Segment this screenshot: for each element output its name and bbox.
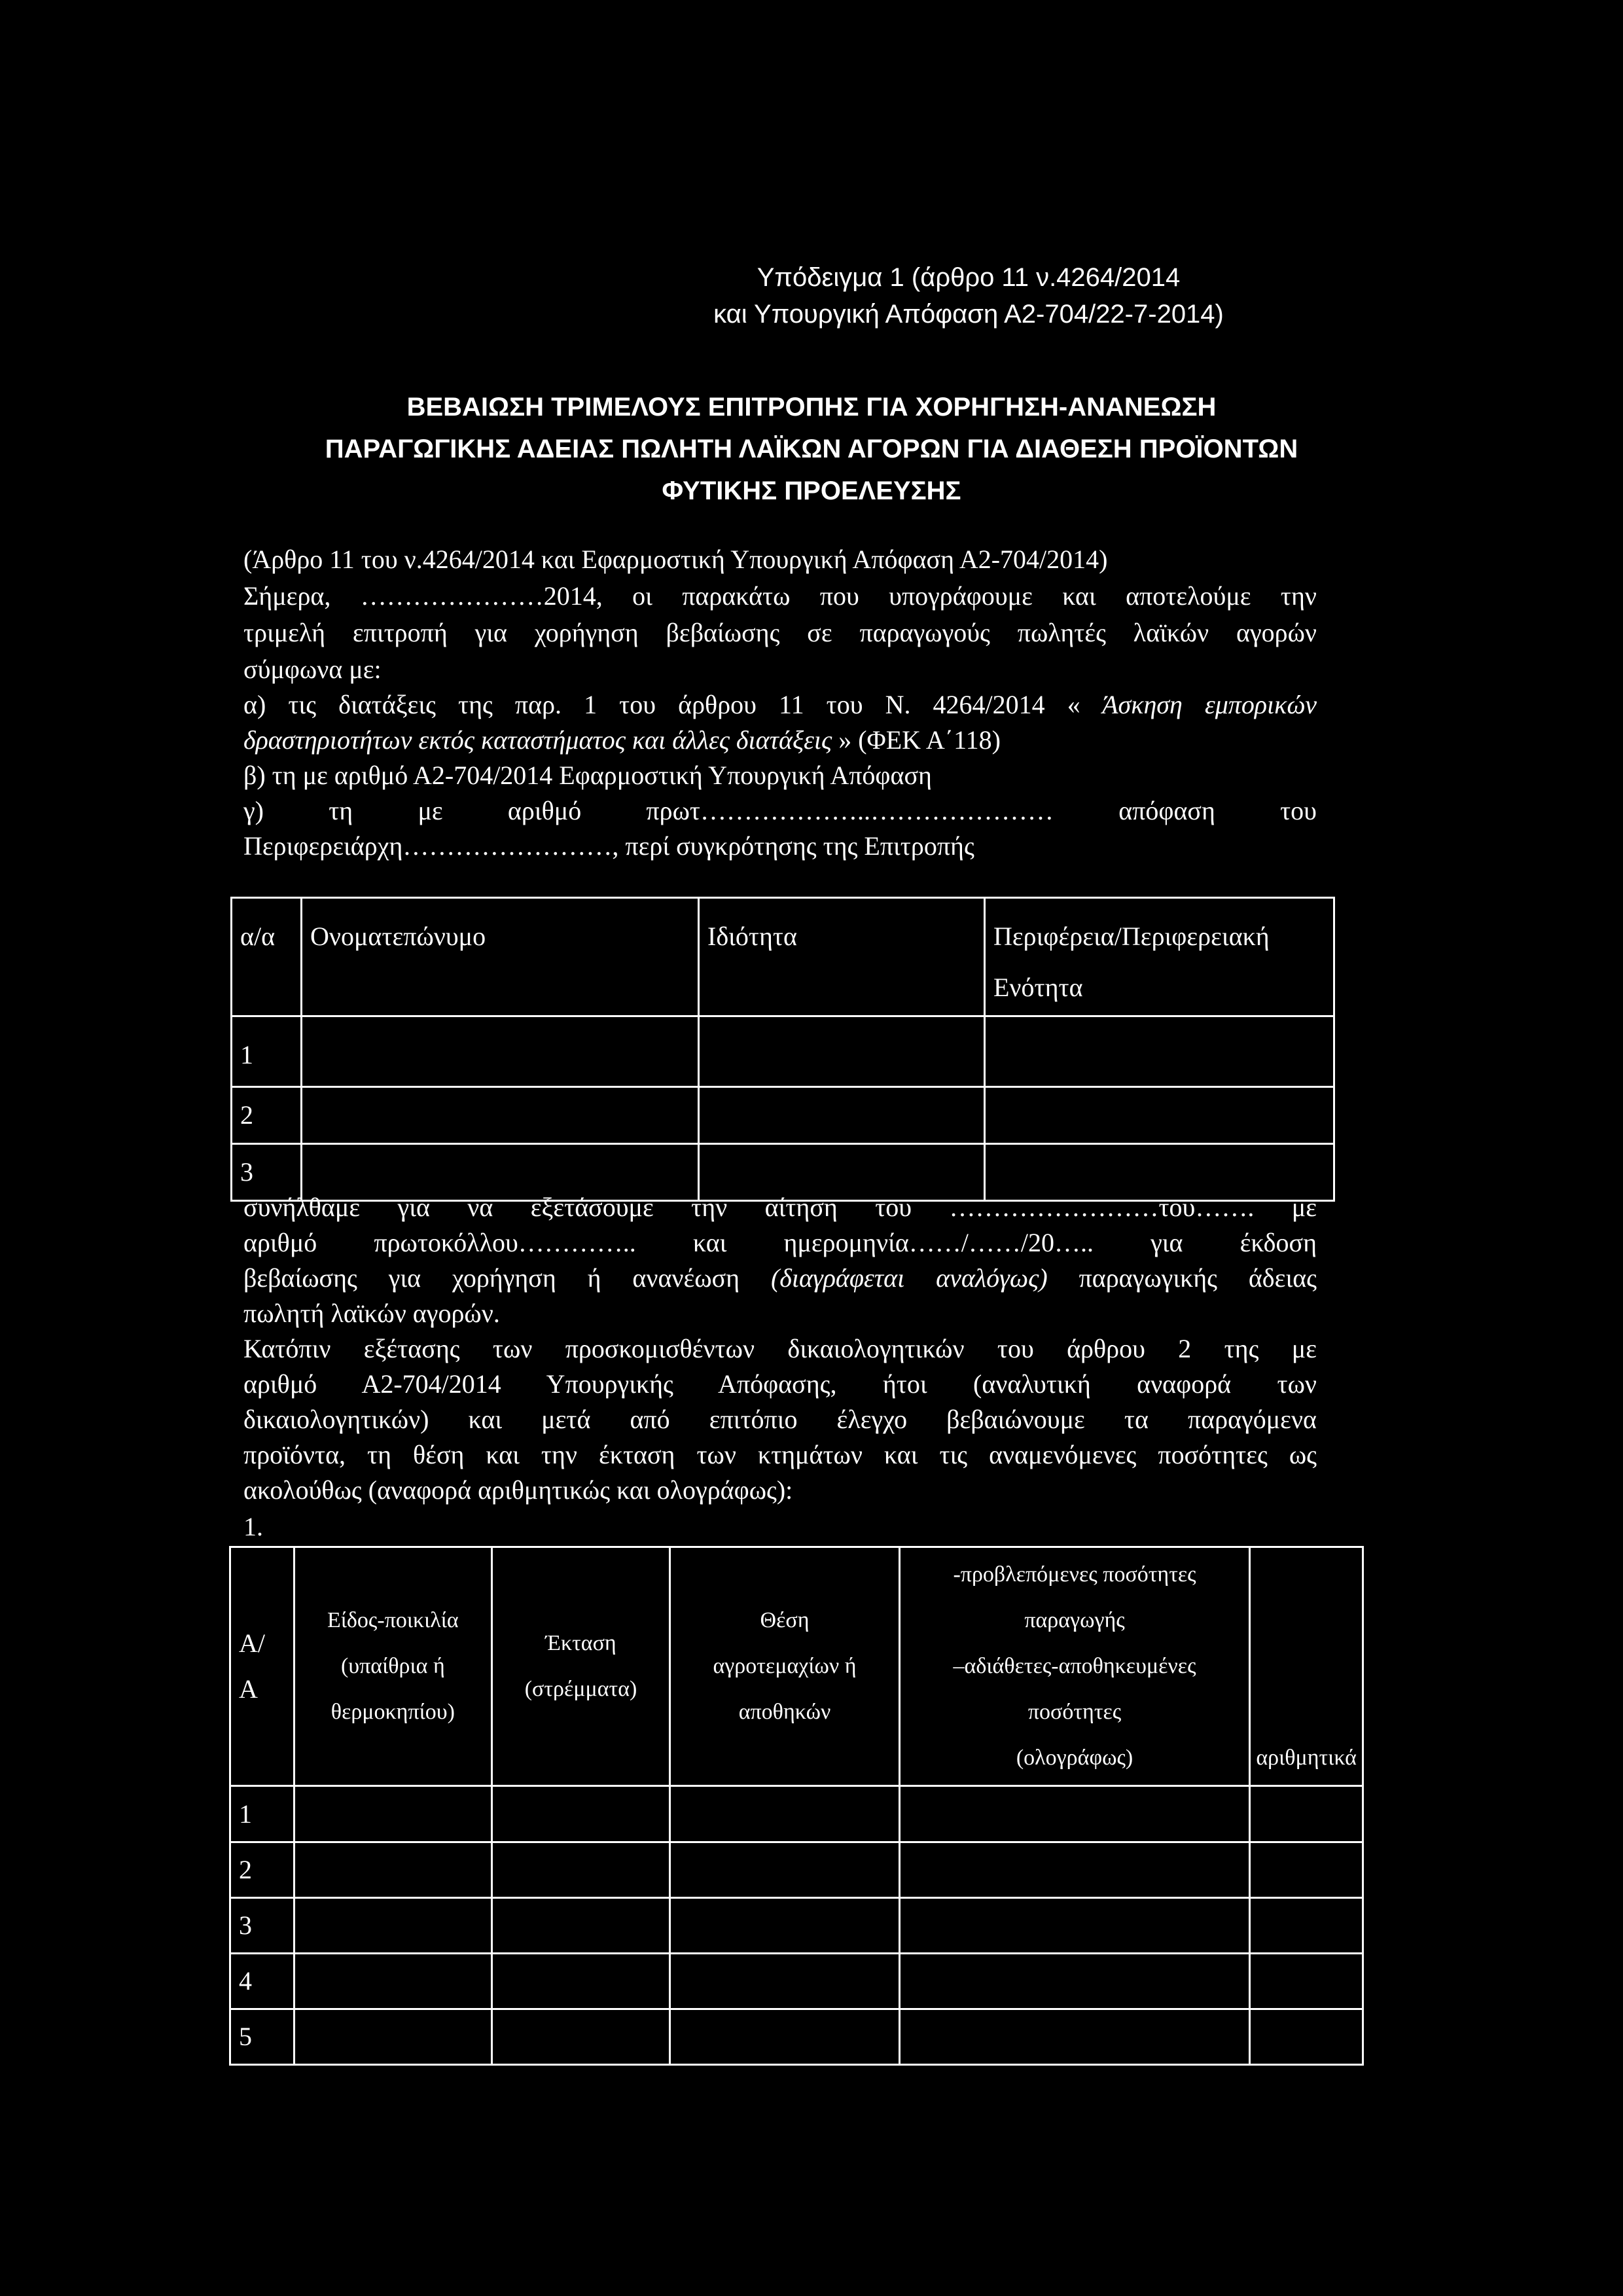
findings-line2: αριθμό Α2-704/2014 Υπουργικής Απόφασης, ήτοι (αναλυτική αναφορά των bbox=[243, 1369, 1317, 1399]
clause-c-line1: γ) τη με αριθμό πρωτ………………..………………… απόφαση του bbox=[243, 796, 1317, 825]
row-number: 3 bbox=[232, 1144, 302, 1201]
document-title-line3: ΦΥΤΙΚΗΣ ΠΡΟΕΛΕΥΣΗΣ bbox=[662, 476, 961, 505]
table-row bbox=[230, 1898, 1363, 1954]
col-header-region: Περιφέρεια/Περιφερειακή Ενότητα bbox=[985, 898, 1334, 1016]
quantity-number-cell[interactable] bbox=[1250, 1786, 1363, 1842]
capacity-cell[interactable] bbox=[699, 1016, 985, 1087]
row-number: 2 bbox=[232, 1087, 302, 1144]
meeting-line4: πωλητή λαϊκών αγορών. bbox=[243, 1299, 500, 1328]
table-row bbox=[232, 1016, 1334, 1087]
quantity-number-cell[interactable] bbox=[1250, 1954, 1363, 2009]
row-number: 5 bbox=[230, 2009, 294, 2065]
col-header-location: Θέση αγροτεμαχίων ή αποθηκών bbox=[670, 1547, 900, 1786]
committee-table bbox=[230, 897, 1335, 1202]
name-cell[interactable] bbox=[302, 1087, 699, 1144]
table-row bbox=[232, 1087, 1334, 1144]
clause-a-line2: δραστηριοτήτων εκτός καταστήματος και άλλες διατάξεις » (ΦΕΚ Α΄118) bbox=[243, 725, 1001, 755]
document-title-line2: ΠΑΡΑΓΩΓΙΚΗΣ ΑΔΕΙΑΣ ΠΩΛΗΤΗ ΛΑΪΚΩΝ ΑΓΟΡΩΝ ΓΙΑ ΔΙΑΘΕΣΗ ΠΡΟΪΟΝΤΩΝ bbox=[325, 435, 1298, 463]
location-cell[interactable] bbox=[670, 1954, 900, 2009]
area-cell[interactable] bbox=[491, 1842, 669, 1898]
quantity-words-cell[interactable] bbox=[899, 1842, 1250, 1898]
kind-cell[interactable] bbox=[294, 1786, 491, 1842]
kind-cell[interactable] bbox=[294, 1842, 491, 1898]
kind-cell[interactable] bbox=[294, 1954, 491, 2009]
quantity-number-cell[interactable] bbox=[1250, 1842, 1363, 1898]
products-table bbox=[229, 1546, 1364, 2066]
area-cell[interactable] bbox=[491, 1954, 669, 2009]
quantity-number-cell[interactable] bbox=[1250, 1898, 1363, 1954]
table-row bbox=[230, 1786, 1363, 1842]
meeting-line2: αριθμό πρωτοκόλλου………….. και ημερομηνία……/……/20….. για έκδοση bbox=[243, 1228, 1317, 1257]
quantity-words-cell[interactable] bbox=[899, 2009, 1250, 2065]
findings-line5: ακολούθως (αναφορά αριθμητικώς και ολογράφως): bbox=[243, 1475, 793, 1505]
table-row bbox=[230, 1954, 1363, 2009]
quantity-words-cell[interactable] bbox=[899, 1786, 1250, 1842]
region-cell[interactable] bbox=[985, 1087, 1334, 1144]
region-cell[interactable] bbox=[985, 1016, 1334, 1087]
table-row bbox=[230, 1842, 1363, 1898]
row-number: 4 bbox=[230, 1954, 294, 2009]
clause-b: β) τη με αριθμό Α2-704/2014 Εφαρμοστική Υπουργική Απόφαση bbox=[243, 761, 932, 790]
intro-line2: τριμελή επιτροπή για χορήγηση βεβαίωσης σε παραγωγούς πωλητές λαϊκών αγορών bbox=[243, 618, 1317, 647]
template-reference-line1: Υπόδειγμα 1 (άρθρο 11 ν.4264/2014 bbox=[757, 263, 1181, 292]
row-number: 3 bbox=[230, 1898, 294, 1954]
col-header-quantities: -προβλεπόμενες ποσότητες παραγωγής –αδιάθετες-αποθηκευμένες ποσότητες (ολογράφως) bbox=[899, 1547, 1250, 1786]
col-header-area: Έκταση (στρέμματα) bbox=[491, 1547, 669, 1786]
quantity-number-cell[interactable] bbox=[1250, 2009, 1363, 2065]
quantity-words-cell[interactable] bbox=[899, 1898, 1250, 1954]
col-header-aa: α/α bbox=[232, 898, 302, 1016]
col-header-aa: Α/ Α bbox=[230, 1547, 294, 1786]
capacity-cell[interactable] bbox=[699, 1087, 985, 1144]
col-header-capacity: Ιδιότητα bbox=[699, 898, 985, 1016]
name-cell[interactable] bbox=[302, 1016, 699, 1087]
document-title-line1: ΒΕΒΑΙΩΣΗ ΤΡΙΜΕΛΟΥΣ ΕΠΙΤΡΟΠΗΣ ΓΙΑ ΧΟΡΗΓΗΣΗ-ΑΝΑΝΕΩΣΗ bbox=[406, 393, 1217, 422]
kind-cell[interactable] bbox=[294, 1898, 491, 1954]
template-reference bbox=[157, 259, 1623, 332]
area-cell[interactable] bbox=[491, 1786, 669, 1842]
document-title bbox=[0, 386, 1623, 512]
row-number: 1 bbox=[230, 1786, 294, 1842]
findings-line3: δικαιολογητικών) και μετά από επιτόπιο έλεγχο βεβαιώνουμε τα παραγόμενα bbox=[243, 1405, 1317, 1434]
location-cell[interactable] bbox=[670, 1786, 900, 1842]
row-number: 1 bbox=[232, 1016, 302, 1087]
meeting-line3: βεβαίωσης για χορήγηση ή ανανέωση (διαγράφεται αναλόγως) παραγωγικής άδειας bbox=[243, 1263, 1317, 1293]
template-reference-line2: και Υπουργική Απόφαση Α2-704/22-7-2014) bbox=[713, 300, 1224, 329]
clause-c-line2: Περιφερειάρχη……………………, περί συγκρότησης της Επιτροπής bbox=[243, 831, 974, 861]
row-number: 2 bbox=[230, 1842, 294, 1898]
findings-line4: προϊόντα, τη θέση και την έκταση των κτημάτων και τις αναμενόμενες ποσότητες ως bbox=[243, 1440, 1317, 1469]
col-header-name: Ονοματεπώνυμο bbox=[302, 898, 699, 1016]
item-number: 1. bbox=[243, 1512, 263, 1541]
committee-header-row bbox=[232, 898, 1334, 1016]
area-cell[interactable] bbox=[491, 2009, 669, 2065]
intro-line1: Σήμερα, …………………2014, οι παρακάτω που υπογράφουμε και αποτελούμε την bbox=[243, 581, 1317, 611]
table-row bbox=[230, 2009, 1363, 2065]
kind-cell[interactable] bbox=[294, 2009, 491, 2065]
findings-line1: Κατόπιν εξέτασης των προσκομισθέντων δικαιολογητικών του άρθρου 2 της με bbox=[243, 1334, 1317, 1363]
intro-line3: σύμφωνα με: bbox=[243, 655, 382, 684]
col-header-kind: Είδος-ποικιλία (υπαίθρια ή θερμοκηπίου) bbox=[294, 1547, 491, 1786]
area-cell[interactable] bbox=[491, 1898, 669, 1954]
clause-a-line1: α) τις διατάξεις της παρ. 1 του άρθρου 11 του Ν. 4264/2014 « Άσκηση εμπορικών bbox=[243, 690, 1317, 719]
meeting-line1: συνήλθαμε για να εξετάσουμε την αίτηση του ……………………του……. με bbox=[243, 1193, 1317, 1222]
location-cell[interactable] bbox=[670, 1898, 900, 1954]
location-cell[interactable] bbox=[670, 2009, 900, 2065]
quantity-words-cell[interactable] bbox=[899, 1954, 1250, 2009]
col-header-numeric: αριθμητικά bbox=[1250, 1547, 1363, 1786]
products-header-row bbox=[230, 1547, 1363, 1786]
location-cell[interactable] bbox=[670, 1842, 900, 1898]
legal-basis: (Άρθρο 11 του ν.4264/2014 και Εφαρμοστική Υπουργική Απόφαση Α2-704/2014) bbox=[243, 545, 1108, 574]
